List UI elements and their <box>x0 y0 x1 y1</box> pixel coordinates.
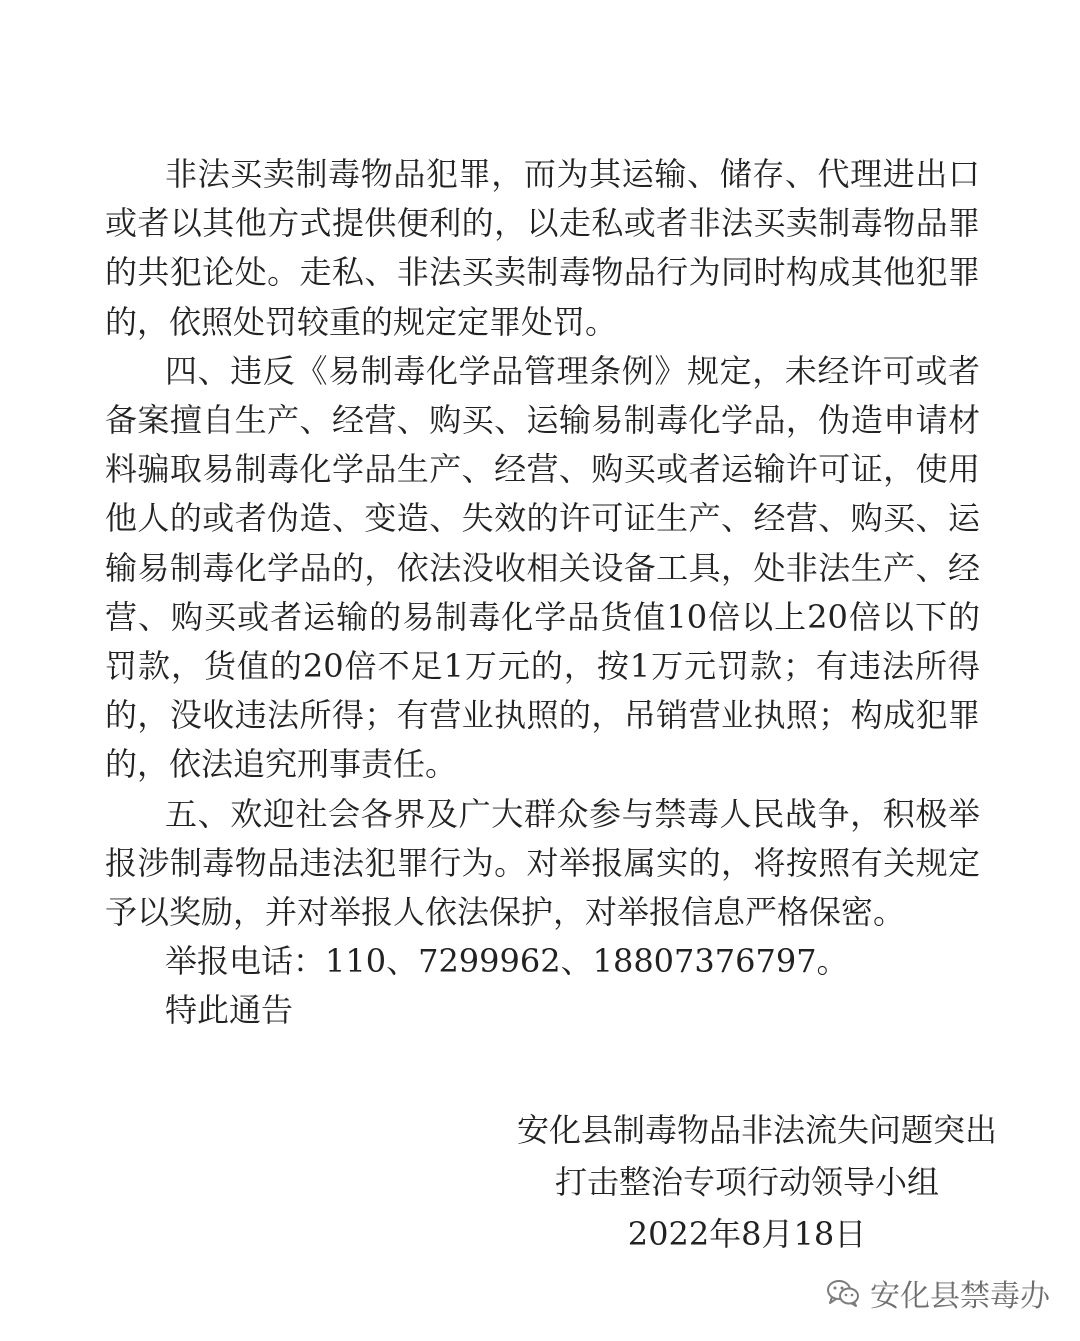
paragraph: 四、违反《易制毒化学品管理条例》规定，未经许可或者备案擅自生产、经营、购买、运输易制毒化学品，伪造申请材料骗取易制毒化学品生产、经营、购买或者运输许可证，使用他人的或者伪造、变造、失效的许可证生产、经营、购买、运输易制毒化学品的，依法没收相关设备工具，处非法生产、经营、购买或者运输的易制毒化学品货值10倍以上20倍以下的罚款，货值的20倍不足1万元的，按1万元罚款；有违法所得的，没收违法所得；有营业执照的，吊销营业执照；构成犯罪的，依法追究刑事责任。 <box>105 351 980 784</box>
signature-date: 2022年8月18日 <box>627 1215 867 1253</box>
document-body <box>105 150 980 1036</box>
signature-block <box>517 1104 998 1260</box>
watermark-text: 安化县禁毒办 <box>870 1279 1050 1314</box>
watermark <box>826 1271 1050 1315</box>
paragraph: 非法买卖制毒物品犯罪，而为其运输、储存、代理进出口或者以其他方式提供便利的，以走私或者非法买卖制毒物品罪的共犯论处。走私、非法买卖制毒物品行为同时构成其他犯罪的，依照处罚较重的规定定罪处罚。 <box>105 155 980 341</box>
signature-org-line1: 安化县制毒物品非法流失问题突出 <box>517 1111 998 1149</box>
signature-org-line2: 打击整治专项行动领导小组 <box>554 1163 939 1201</box>
report-phone-line: 举报电话：110、7299962、18807376797。 <box>165 942 849 981</box>
closing-line: 特此通告 <box>165 991 294 1030</box>
paragraph: 五、欢迎社会各界及广大群众参与禁毒人民战争，积极举报涉制毒物品违法犯罪行为。对举报属实的，将按照有关规定予以奖励，并对举报人依法保护，对举报信息严格保密。 <box>105 794 980 932</box>
wechat-icon <box>826 1278 860 1308</box>
